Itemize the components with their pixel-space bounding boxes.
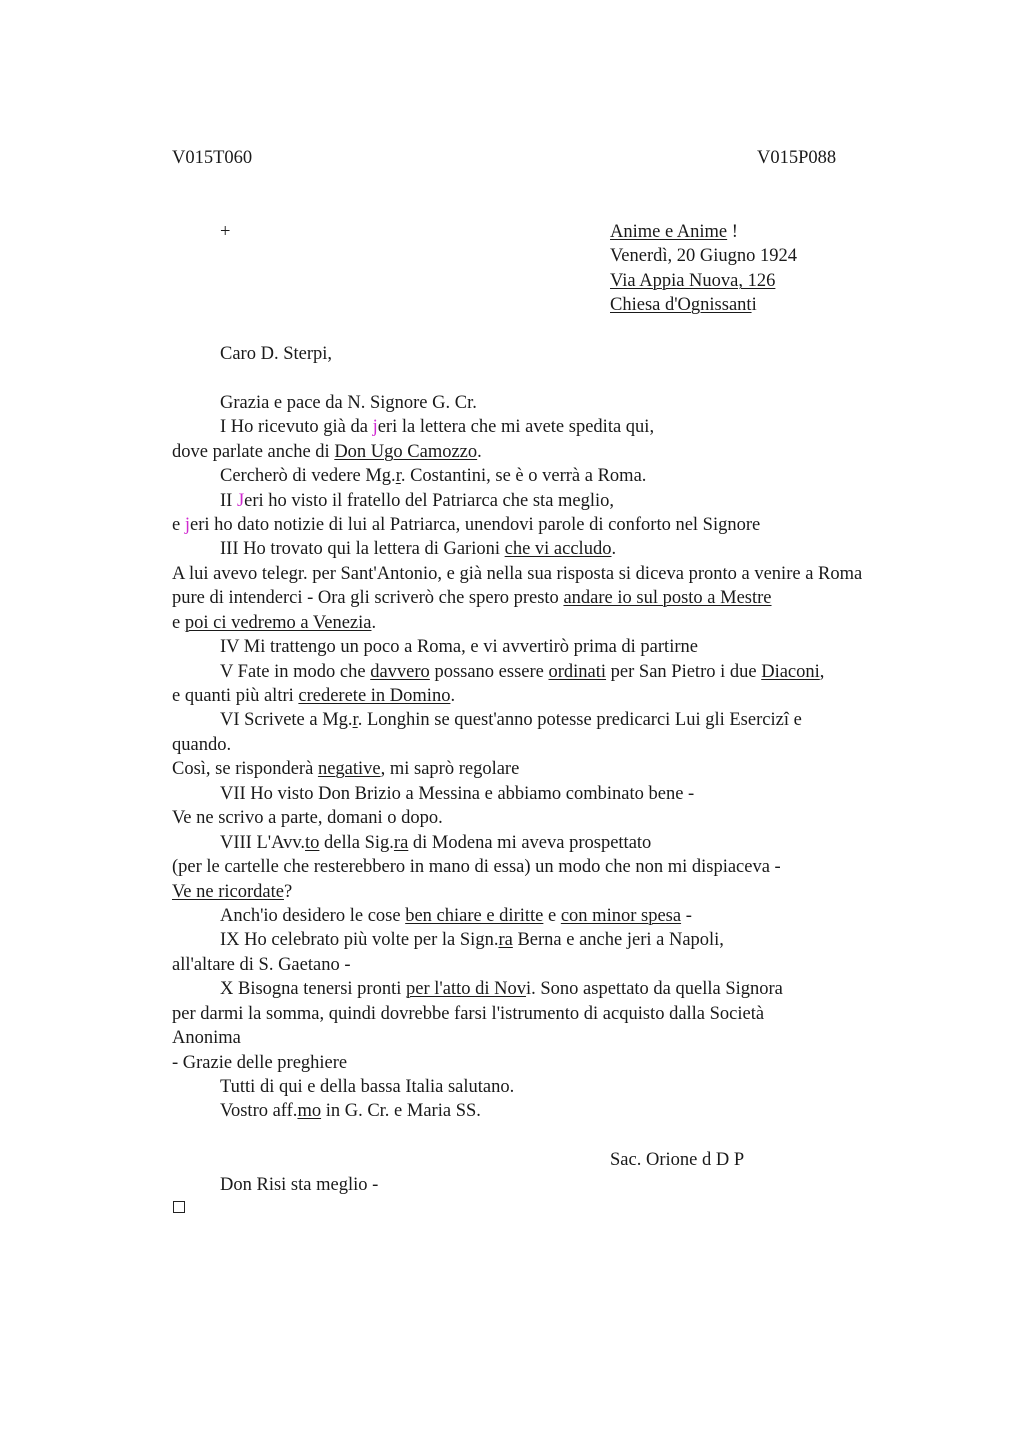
left-code: V015T060 [172, 148, 253, 168]
body-line: Ve ne scrivo a parte, domani o dopo. [172, 808, 443, 828]
body-line: V Fate in modo che davvero possano essere ordinati per San Pietro i due Diaconi, [220, 662, 825, 682]
body-line: X Bisogna tenersi pronti per l'atto di Novi. Sono aspettato da quella Signora [220, 979, 783, 999]
body-line: e poi ci vedremo a Venezia. [172, 613, 377, 633]
body-line: III Ho trovato qui la lettera di Garioni che vi accludo. [220, 539, 617, 559]
body-line: VII Ho visto Don Brizio a Messina e abbiamo combinato bene - [220, 784, 695, 804]
body-line: II Jeri ho visto il fratello del Patriarca che sta meglio, [220, 491, 615, 511]
body-line: pure di intenderci - Ora gli scriverò che spero presto andare io sul posto a Mestre [172, 588, 772, 608]
body-line: Cercherò di vedere Mg.r. Costantini, se è o verrà a Roma. [220, 466, 647, 486]
body-line: VI Scrivete a Mg.r. Longhin se quest'anno potesse predicarci Lui gli Esercizî e [220, 710, 802, 730]
date-line: Venerdì, 20 Giugno 1924 [610, 246, 798, 266]
body-line: A lui avevo telegr. per Sant'Antonio, e già nella sua risposta si diceva pronto a venire a Roma [172, 564, 863, 584]
closing-line: Vostro aff.mo in G. Cr. e Maria SS. [220, 1101, 481, 1121]
cross-symbol: + [220, 222, 231, 242]
body-line: all'altare di S. Gaetano - [172, 955, 351, 975]
body-line: (per le cartelle che resterebbero in mano di essa) un modo che non mi dispiaceva - [172, 857, 781, 877]
body-line: e quanti più altri crederete in Domino. [172, 686, 456, 706]
body-line: dove parlate anche di Don Ugo Camozzo. [172, 442, 482, 462]
body-line: Ve ne ricordate? [172, 882, 293, 902]
body-line: Così, se risponderà negative, mi saprò regolare [172, 759, 520, 779]
body-line: Anonima [172, 1028, 241, 1048]
body-line: - Grazie delle preghiere [172, 1053, 348, 1073]
salutation: Caro D. Sterpi, [220, 344, 333, 364]
signature: Sac. Orione d D P [610, 1150, 745, 1170]
body-line: VIII L'Avv.to della Sig.ra di Modena mi aveva prospettato [220, 833, 652, 853]
address-line: Via Appia Nuova, 126 [610, 271, 776, 291]
right-code: V015P088 [757, 148, 837, 168]
church-line: Chiesa d'Ognissanti [610, 295, 757, 315]
body-line: e jeri ho dato notizie di lui al Patriarca, unendovi parole di conforto nel Signore [172, 515, 761, 535]
greeting: Grazia e pace da N. Signore G. Cr. [220, 393, 477, 413]
motto: Anime e Anime ! [610, 222, 738, 242]
body-line: quando. [172, 735, 232, 755]
body-line: I Ho ricevuto già da jeri la lettera che mi avete spedita qui, [220, 417, 655, 437]
body-line: IV Mi trattengo un poco a Roma, e vi avvertirò prima di partirne [220, 637, 698, 657]
checkbox-square-icon [173, 1201, 185, 1213]
postscript: Don Risi sta meglio - [220, 1175, 379, 1195]
body-line: IX Ho celebrato più volte per la Sign.ra Berna e anche jeri a Napoli, [220, 930, 724, 950]
body-line: Tutti di qui e della bassa Italia salutano. [220, 1077, 515, 1097]
body-line: per darmi la somma, quindi dovrebbe farsi l'istrumento di acquisto dalla Società [172, 1004, 765, 1024]
body-line: Anch'io desidero le cose ben chiare e diritte e con minor spesa - [220, 906, 692, 926]
